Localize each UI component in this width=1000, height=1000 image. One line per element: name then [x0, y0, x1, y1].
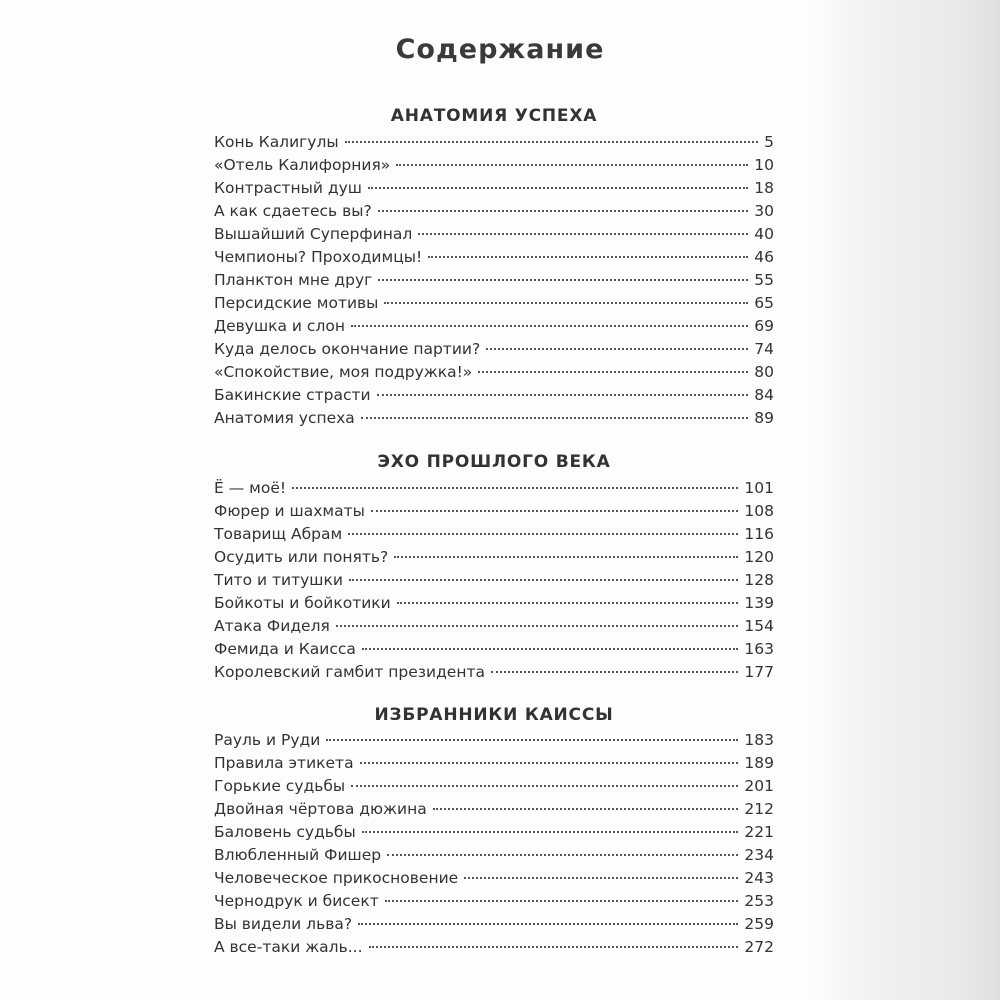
dot-leader: [336, 625, 739, 627]
dot-leader: [371, 510, 739, 512]
toc-entry-page-number: 221: [744, 823, 774, 841]
dot-leader: [349, 579, 739, 581]
dot-leader: [377, 394, 749, 396]
toc-entry: [214, 315, 774, 338]
dot-leader: [491, 671, 738, 673]
dot-leader: [362, 648, 738, 650]
page-edge-shadow: [810, 0, 1000, 1000]
toc-entry-title: Планктон мне друг: [214, 271, 373, 289]
dot-leader: [360, 762, 739, 764]
dot-leader: [385, 900, 739, 902]
toc-entry: [214, 844, 774, 867]
toc-entry-title: Рауль и Руди: [214, 731, 321, 749]
toc-entry: [214, 569, 774, 592]
dot-leader: [292, 487, 738, 489]
section-entries-2: [214, 477, 774, 684]
toc-entry-title: Чернодрук и бисект: [214, 892, 379, 910]
toc-entry-page-number: 259: [744, 915, 774, 933]
toc-entry: [214, 200, 774, 223]
toc-entry-page-number: 272: [744, 938, 774, 956]
toc-entry-page-number: 101: [744, 479, 774, 497]
toc-entry-page-number: 69: [754, 317, 774, 335]
toc-entry-page-number: 10: [754, 156, 774, 174]
toc-entry: [214, 638, 774, 661]
toc-entry-title: Товарищ Абрам: [214, 525, 343, 543]
toc-entry-title: А как сдаетесь вы?: [214, 202, 372, 220]
toc-entry: [214, 752, 774, 775]
toc-entry: [214, 936, 774, 959]
toc-entry: [214, 223, 774, 246]
dot-leader: [378, 210, 749, 212]
toc-entry-page-number: 139: [744, 594, 774, 612]
toc-entry: [214, 729, 774, 752]
toc-entry-title: Персидские мотивы: [214, 294, 379, 312]
toc-entry-page-number: 108: [744, 502, 774, 520]
toc-entry-title: Вы видели льва?: [214, 915, 353, 933]
toc-entry: [214, 477, 774, 500]
toc-entry-title: Горькие судьбы: [214, 777, 346, 795]
dot-leader: [362, 831, 739, 833]
toc-entry: [214, 246, 774, 269]
dot-leader: [351, 325, 748, 327]
toc-entry-title: Куда делось окончание партии?: [214, 340, 481, 358]
toc-entry-title: Атака Фиделя: [214, 617, 330, 635]
section-entries-1: [214, 131, 774, 430]
toc-entry-page-number: 18: [754, 179, 774, 197]
toc-entry-title: Конь Калигулы: [214, 133, 339, 151]
toc-entry-page-number: 243: [744, 869, 774, 887]
toc-entry-page-number: 189: [744, 754, 774, 772]
toc-entry-title: Человеческое прикосновение: [214, 869, 459, 887]
dot-leader: [326, 739, 738, 741]
toc-entry-title: Правила этикета: [214, 754, 354, 772]
toc-entry: [214, 523, 774, 546]
toc-entry-page-number: 74: [754, 340, 774, 358]
toc-entry-title: Баловень судьбы: [214, 823, 356, 841]
dot-leader: [486, 348, 748, 350]
toc-entry-page-number: 89: [754, 409, 774, 427]
toc-entry-page-number: 84: [754, 386, 774, 404]
toc-entry: [214, 546, 774, 569]
dot-leader: [368, 187, 748, 189]
section-heading-1: АНАТОМИЯ УСПЕХА: [390, 106, 598, 126]
toc-entry-title: Бакинские страсти: [214, 386, 371, 404]
toc-entry-page-number: 234: [744, 846, 774, 864]
toc-entry: [214, 269, 774, 292]
toc-entry-title: Вышайший Суперфинал: [214, 225, 413, 243]
toc-entry-title: Фемида и Каисса: [214, 640, 356, 658]
toc-entry-page-number: 116: [744, 525, 774, 543]
toc-entry-page-number: 120: [744, 548, 774, 566]
section-heading-3: ИЗБРАННИКИ КАИССЫ: [374, 705, 614, 725]
toc-entry-title: Девушка и слон: [214, 317, 345, 335]
toc-entry-title: «Спокойствие, моя подружка!»: [214, 363, 473, 381]
dot-leader: [387, 854, 738, 856]
toc-entry: [214, 890, 774, 913]
dot-leader: [433, 808, 739, 810]
dot-leader: [394, 556, 738, 558]
toc-entry: [214, 177, 774, 200]
toc-entry-page-number: 55: [754, 271, 774, 289]
toc-entry-page-number: 154: [744, 617, 774, 635]
toc-entry-page-number: 65: [754, 294, 774, 312]
dot-leader: [384, 302, 748, 304]
dot-leader: [378, 279, 748, 281]
toc-entry: [214, 661, 774, 684]
toc-entry: [214, 615, 774, 638]
toc-entry-page-number: 253: [744, 892, 774, 910]
toc-entry-title: Влюбленный Фишер: [214, 846, 382, 864]
toc-entry: [214, 775, 774, 798]
toc-entry: [214, 798, 774, 821]
toc-entry: [214, 292, 774, 315]
toc-entry: [214, 407, 774, 430]
toc-entry-title: Двойная чёртова дюжина: [214, 800, 427, 818]
toc-entry-page-number: 30: [754, 202, 774, 220]
toc-entry-title: А все-таки жаль...: [214, 938, 363, 956]
toc-entry-page-number: 128: [744, 571, 774, 589]
toc-entry-title: Ё — моё!: [214, 479, 287, 497]
toc-entry: [214, 821, 774, 844]
toc-entry: [214, 592, 774, 615]
toc-entry: [214, 867, 774, 890]
dot-leader: [478, 371, 748, 373]
dot-leader: [361, 417, 748, 419]
dot-leader: [428, 256, 748, 258]
toc-entry-title: Осудить или понять?: [214, 548, 389, 566]
dot-leader: [464, 877, 738, 879]
dot-leader: [358, 923, 738, 925]
toc-entry-title: Бойкоты и бойкотики: [214, 594, 391, 612]
dot-leader: [397, 602, 739, 604]
toc-entry-title: Фюрер и шахматы: [214, 502, 365, 520]
toc-entry-title: Чемпионы? Проходимцы!: [214, 248, 423, 266]
toc-entry-page-number: 201: [744, 777, 774, 795]
dot-leader: [345, 141, 758, 143]
section-heading-2: ЭХО ПРОШЛОГО ВЕКА: [377, 452, 611, 472]
toc-entry-title: Контрастный душ: [214, 179, 362, 197]
toc-entry: [214, 154, 774, 177]
dot-leader: [369, 946, 739, 948]
section-entries-3: [214, 729, 774, 959]
toc-entry-title: Королевский гамбит президента: [214, 663, 486, 681]
toc-entry: [214, 384, 774, 407]
dot-leader: [348, 533, 738, 535]
toc-entry-page-number: 177: [744, 663, 774, 681]
toc-entry-title: «Отель Калифорния»: [214, 156, 391, 174]
toc-entry: [214, 913, 774, 936]
toc-entry-title: Тито и титушки: [214, 571, 343, 589]
toc-entry-page-number: 80: [754, 363, 774, 381]
toc-entry-page-number: 212: [744, 800, 774, 818]
dot-leader: [351, 785, 738, 787]
toc-entry: [214, 361, 774, 384]
toc-entry-page-number: 46: [754, 248, 774, 266]
toc-entry: [214, 338, 774, 361]
dot-leader: [418, 233, 748, 235]
toc-entry: [214, 500, 774, 523]
toc-entry-page-number: 183: [744, 731, 774, 749]
toc-entry-page-number: 5: [764, 133, 774, 151]
toc-entry: [214, 131, 774, 154]
dot-leader: [396, 164, 748, 166]
toc-entry-page-number: 163: [744, 640, 774, 658]
toc-entry-title: Анатомия успеха: [214, 409, 355, 427]
page-title: Содержание: [395, 34, 605, 65]
toc-entry-page-number: 40: [754, 225, 774, 243]
